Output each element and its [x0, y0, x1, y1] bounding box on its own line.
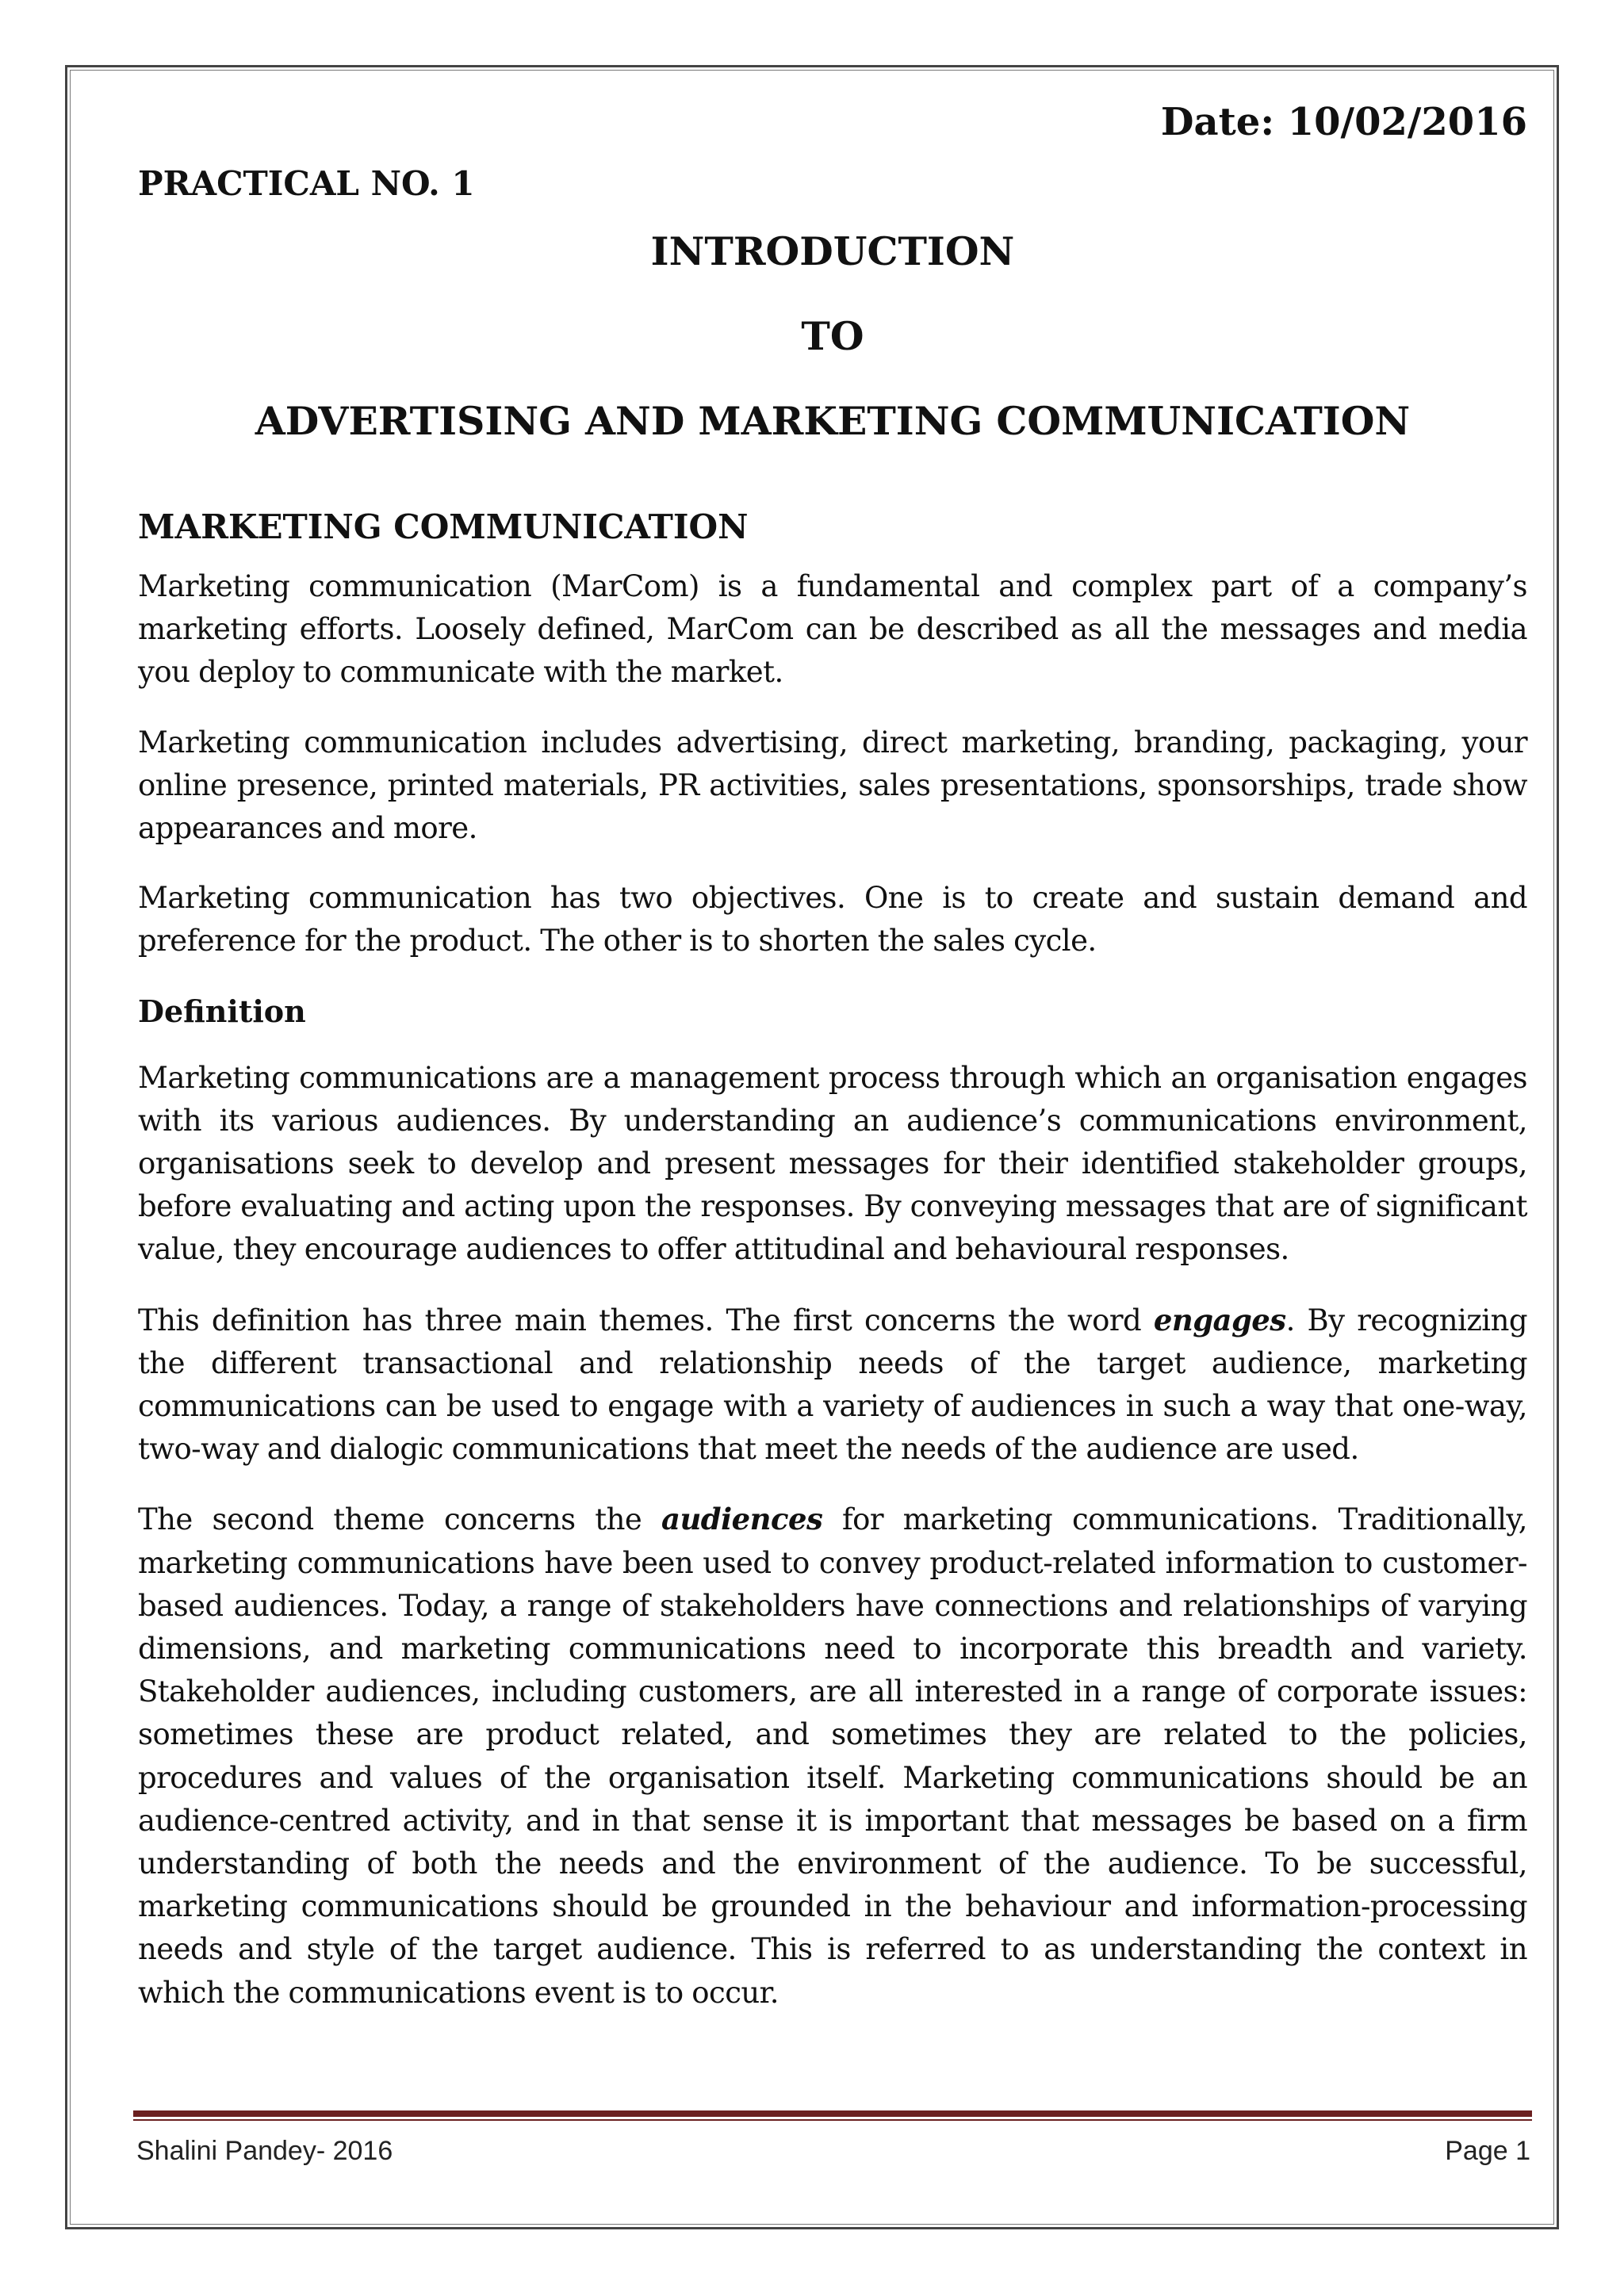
practical-number: PRACTICAL NO. 1	[138, 164, 475, 203]
footer-page-number: Page 1	[1445, 2136, 1530, 2166]
title-line-3: ADVERTISING AND MARKETING COMMUNICATION	[255, 398, 1411, 444]
title-line-2: TO	[801, 313, 864, 359]
emphasis-audiences: audiences	[661, 1502, 823, 1537]
paragraph-3: Marketing communication has two objectives. One is to create and sustain demand and preference for the product. The other is to shorten the sales cycle.	[138, 881, 1527, 959]
paragraph-6-text-a: The second theme concerns the	[138, 1502, 662, 1537]
section-heading: MARKETING COMMUNICATION	[138, 507, 749, 546]
title-line-1: INTRODUCTION	[650, 228, 1015, 274]
footer-rule-thin	[133, 2119, 1532, 2121]
date-label: Date: 10/02/2016	[1160, 100, 1527, 144]
footer-author: Shalini Pandey- 2016	[136, 2136, 393, 2166]
paragraph-5-text-a: This definition has three main themes. The first concerns the word	[138, 1303, 1154, 1337]
paragraph-2: Marketing communication includes advertising, direct marketing, branding, packaging, your online presence, printed materials, PR activities, sales presentations, sponsorships, trade show appearances and more.	[138, 725, 1527, 846]
emphasis-engages: engages	[1153, 1302, 1286, 1337]
paragraph-6	[138, 1498, 1527, 2014]
paragraph-5	[138, 1299, 1527, 1471]
page-content	[138, 89, 1527, 2042]
paragraph-4: Marketing communications are a management process through which an organisation engages with its various audiences. By understanding an audience’s communications environment, organisations seek to develop and present messages for their identified stakeholder groups, before evaluating and acting upon the responses. By conveying messages that are of significant value, they encourage audiences to offer attitudinal and behavioural responses.	[138, 1060, 1527, 1267]
definition-heading: Definition	[138, 993, 306, 1029]
paragraph-6-text-b: for marketing communications. Traditionally, marketing communications have been used to convey product-related information to customer-based audiences. Today, a range of stakeholders have connections and relationships of varying dimensions, and marketing communications need to incorporate this breadth and variety. Stakeholder audiences, including customers, are all interested in a range of corporate issues: sometimes these are product related, and sometimes they are related to the policies, procedures and values of the organisation itself. Marketing communications should be an audience-centred activity, and in that sense it is important that messages be based on a firm understanding of both the needs and the environment of the audience. To be successful, marketing communications should be grounded in the behaviour and information-processing needs and style of the target audience. This is referred to as understanding the context in which the communications event is to occur.	[138, 1502, 1528, 2010]
document-title	[138, 209, 1527, 464]
footer-rule-thick	[133, 2110, 1532, 2117]
paragraph-1: Marketing communication (MarCom) is a fundamental and complex part of a company’s marketing efforts. Loosely defined, MarCom can be described as all the messages and media you deploy to communicate with the market.	[138, 569, 1527, 690]
paragraph-5-text-b: . By recognizing the different transactional and relationship needs of the target audience, marketing communications can be used to engage with a variety of audiences in such a way that one-way, two-way and dialogic communications that meet the needs of the audience are used.	[138, 1303, 1527, 1467]
page-footer	[136, 2133, 1530, 2169]
